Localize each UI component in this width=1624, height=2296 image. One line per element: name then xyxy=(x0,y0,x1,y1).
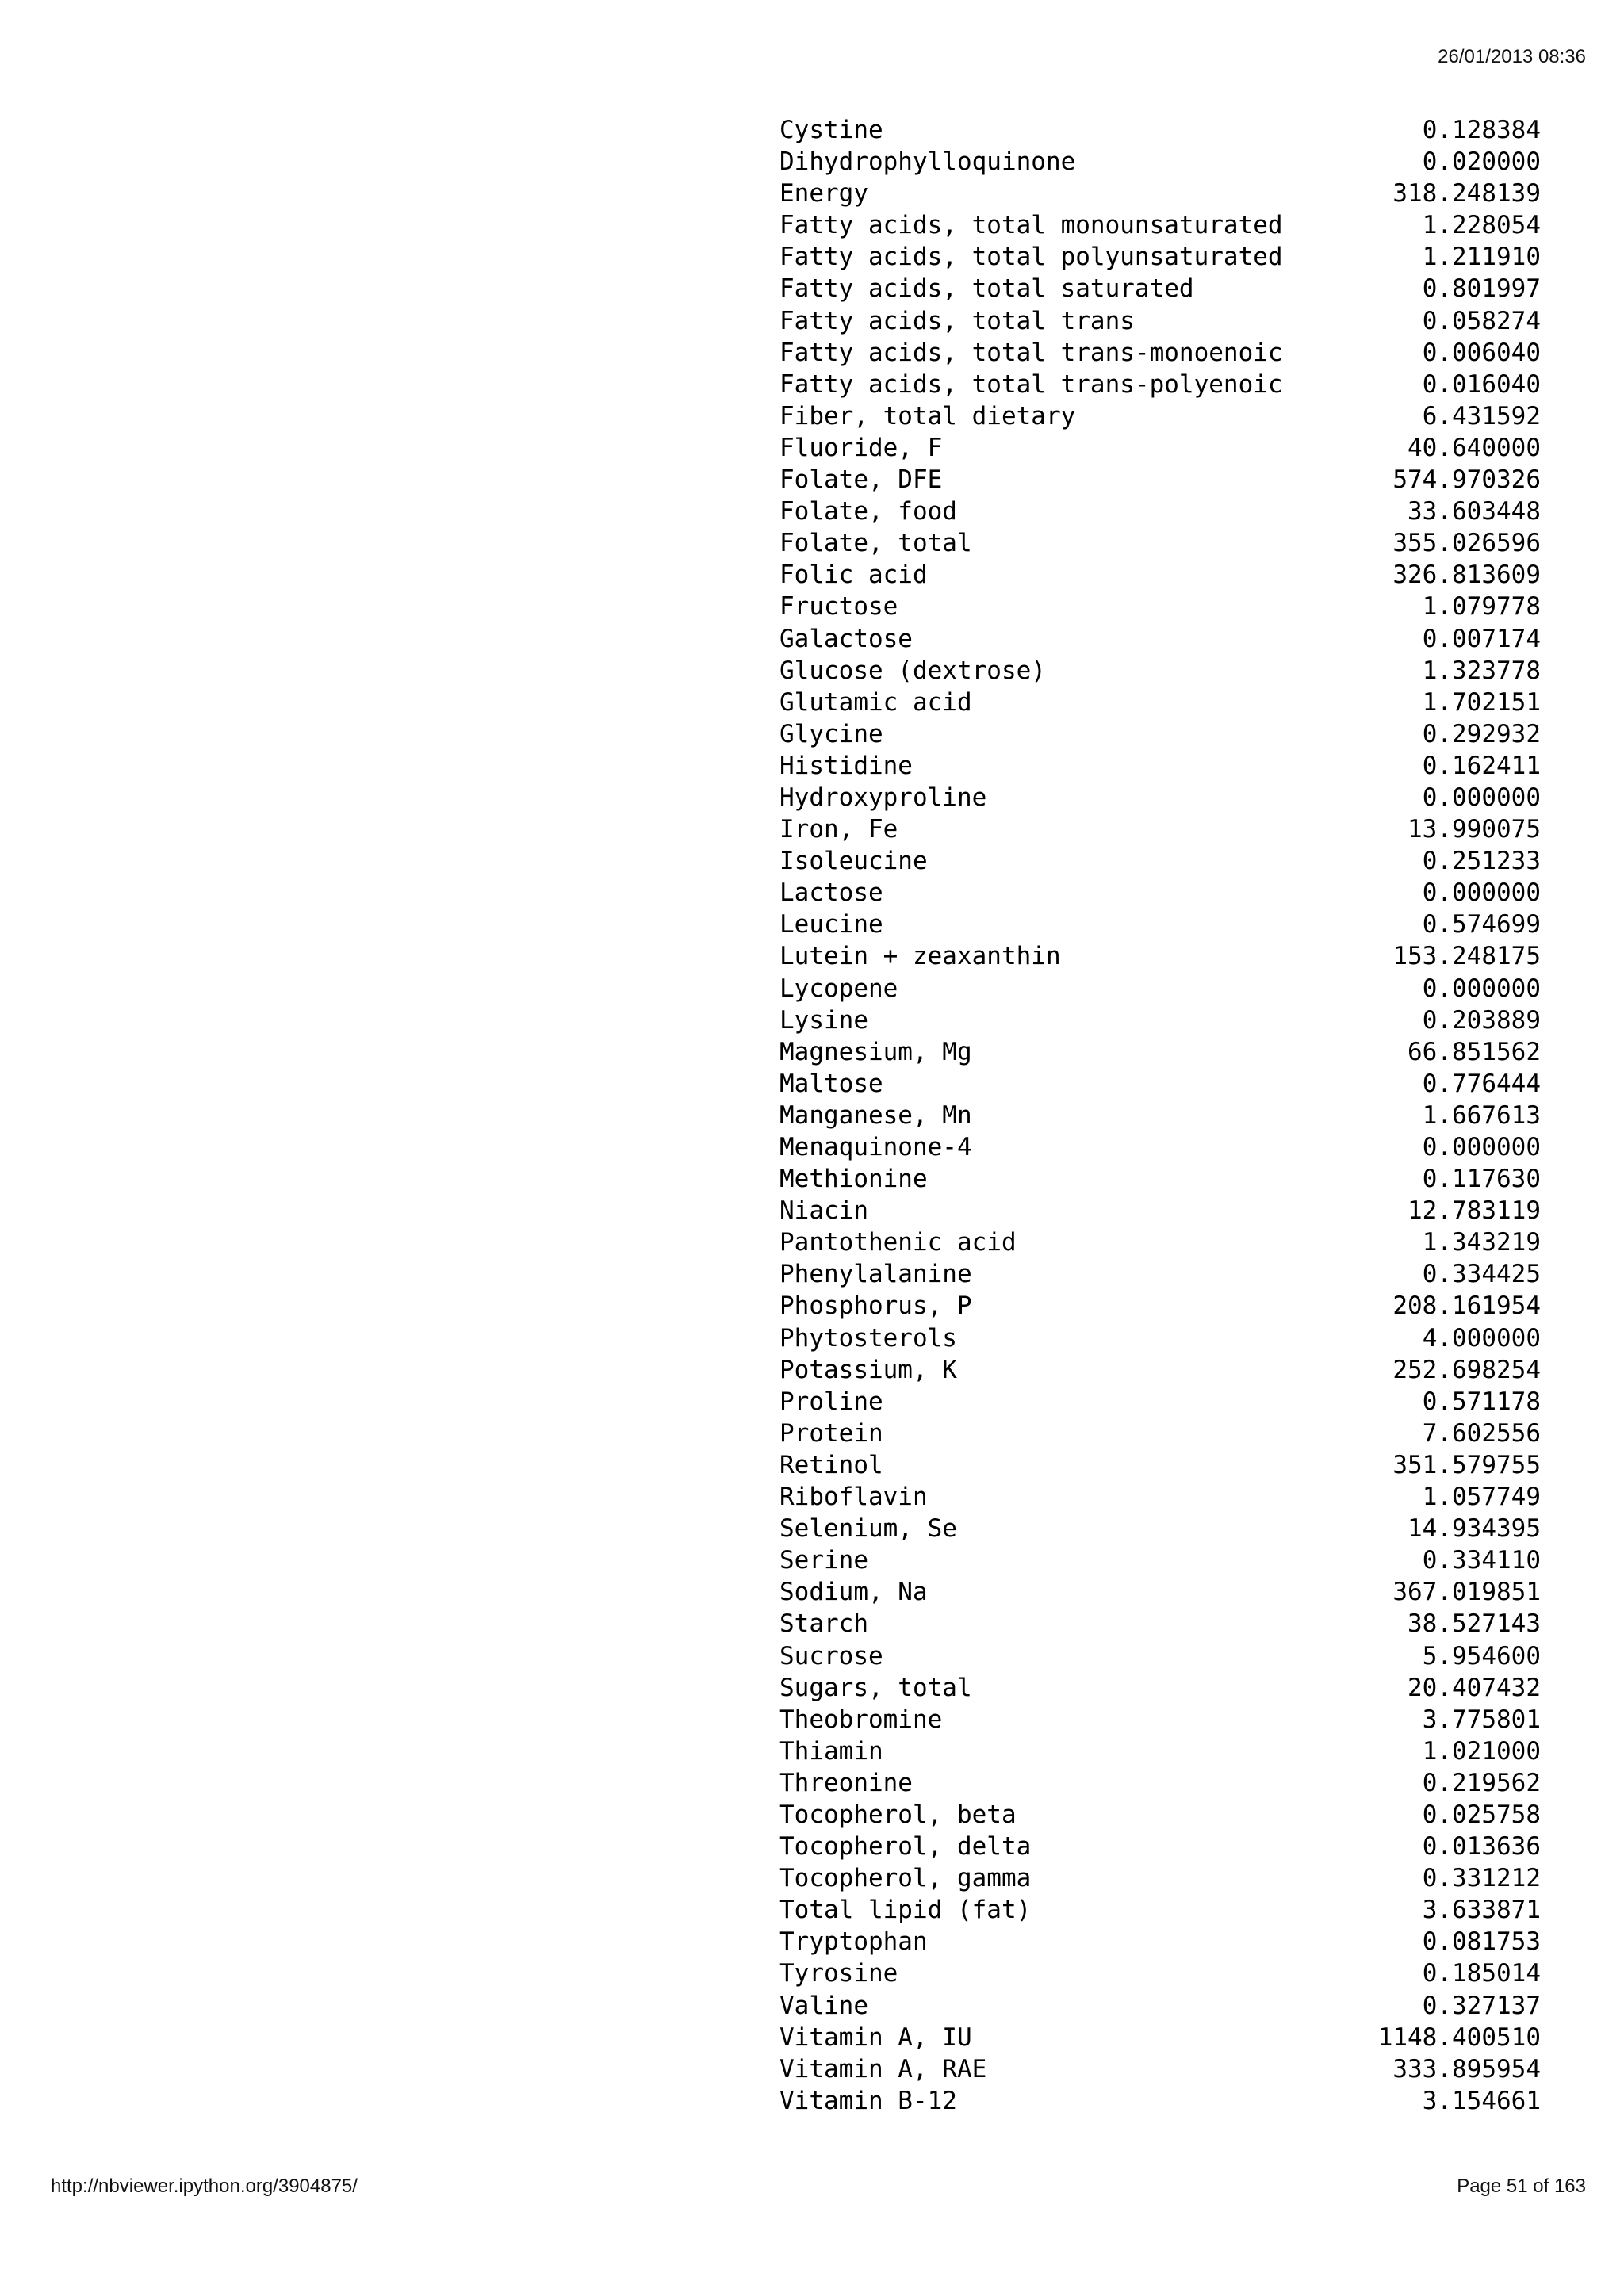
nutrient-value: 0.776444 xyxy=(1422,1069,1541,1098)
nutrient-name: Vitamin A, RAE xyxy=(779,2054,987,2084)
nutrient-value: 0.000000 xyxy=(1422,783,1541,812)
nutrient-name: Lactose xyxy=(779,878,883,908)
nutrient-name: Folate, DFE xyxy=(779,465,943,495)
table-row xyxy=(779,1195,1541,1226)
nutrient-name: Magnesium, Mg xyxy=(779,1037,972,1066)
table-row xyxy=(779,1100,1541,1131)
table-row xyxy=(779,209,1541,241)
table-row xyxy=(779,940,1541,972)
nutrient-value: 1.702151 xyxy=(1422,687,1541,717)
nutrient-name: Tocopherol, gamma xyxy=(779,1864,1032,1893)
nutrient-table xyxy=(779,114,1541,2117)
table-row xyxy=(779,1735,1541,1767)
nutrient-value: 7.602556 xyxy=(1422,1418,1541,1448)
table-row xyxy=(779,2053,1541,2085)
nutrient-name: Pantothenic acid xyxy=(779,1228,1017,1257)
nutrient-name: Riboflavin xyxy=(779,1483,928,1512)
nutrient-name: Menaquinone-4 xyxy=(779,1133,972,1161)
table-row xyxy=(779,337,1541,369)
nutrient-name: Fiber, total dietary xyxy=(779,401,1076,430)
table-row xyxy=(779,718,1541,750)
nutrient-value: 0.000000 xyxy=(1422,1133,1541,1161)
table-row xyxy=(779,1036,1541,1068)
nutrient-name: Starch xyxy=(779,1609,868,1639)
table-row xyxy=(779,1386,1541,1418)
nutrient-value: 0.251233 xyxy=(1422,847,1541,876)
table-row xyxy=(779,1672,1541,1704)
nutrient-value: 367.019851 xyxy=(1392,1578,1541,1607)
table-row xyxy=(779,1704,1541,1735)
table-row xyxy=(779,2022,1541,2053)
nutrient-value: 0.292932 xyxy=(1422,719,1541,748)
table-row xyxy=(779,655,1541,687)
nutrient-value: 0.006040 xyxy=(1422,338,1541,367)
nutrient-name: Glutamic acid xyxy=(779,687,972,717)
nutrient-name: Fatty acids, total polyunsaturated xyxy=(779,243,1283,272)
nutrient-name: Glycine xyxy=(779,719,883,748)
nutrient-name: Lutein + zeaxanthin xyxy=(779,942,1061,971)
nutrient-value: 0.117630 xyxy=(1422,1165,1541,1194)
table-row xyxy=(779,623,1541,655)
table-row xyxy=(779,1544,1541,1576)
source-url-link[interactable]: http://nbviewer.ipython.org/3904875/ xyxy=(51,2175,358,2197)
nutrient-name: Fructose xyxy=(779,592,898,622)
table-row xyxy=(779,1131,1541,1163)
table-row xyxy=(779,973,1541,1004)
table-row xyxy=(779,369,1541,400)
nutrient-name: Tryptophan xyxy=(779,1927,928,1957)
table-row xyxy=(779,1608,1541,1640)
table-row xyxy=(779,1322,1541,1354)
nutrient-value: 0.334110 xyxy=(1422,1546,1541,1575)
nutrient-value: 0.334425 xyxy=(1422,1260,1541,1289)
nutrient-value: 14.934395 xyxy=(1408,1514,1541,1544)
nutrient-value: 0.574699 xyxy=(1422,910,1541,939)
nutrient-name: Sucrose xyxy=(779,1641,883,1670)
nutrient-name: Vitamin B-12 xyxy=(779,2086,957,2115)
nutrient-value: 3.154661 xyxy=(1422,2086,1541,2115)
table-row xyxy=(779,527,1541,559)
nutrient-table-body xyxy=(779,114,1541,2117)
nutrient-value: 0.013636 xyxy=(1422,1832,1541,1862)
nutrient-value: 0.162411 xyxy=(1422,751,1541,780)
nutrient-value: 351.579755 xyxy=(1392,1450,1541,1479)
nutrient-name: Sodium, Na xyxy=(779,1578,928,1607)
nutrient-value: 20.407432 xyxy=(1408,1673,1541,1702)
table-row xyxy=(779,1418,1541,1449)
table-row xyxy=(779,1068,1541,1100)
table-row xyxy=(779,1226,1541,1258)
nutrient-name: Tyrosine xyxy=(779,1959,898,1988)
nutrient-name: Vitamin A, IU xyxy=(779,2022,972,2052)
table-row xyxy=(779,273,1541,304)
nutrient-name: Fatty acids, total trans xyxy=(779,306,1135,335)
nutrient-name: Serine xyxy=(779,1546,868,1575)
nutrient-value: 574.970326 xyxy=(1392,465,1541,495)
nutrient-value: 0.000000 xyxy=(1422,974,1541,1003)
table-row xyxy=(779,1862,1541,1894)
nutrient-value: 1.079778 xyxy=(1422,592,1541,622)
nutrient-value: 252.698254 xyxy=(1392,1355,1541,1384)
nutrient-name: Phenylalanine xyxy=(779,1260,972,1289)
nutrient-name: Phosphorus, P xyxy=(779,1292,972,1321)
table-row xyxy=(779,146,1541,178)
nutrient-name: Methionine xyxy=(779,1165,928,1194)
table-row xyxy=(779,241,1541,273)
nutrient-name: Energy xyxy=(779,179,868,209)
table-row xyxy=(779,559,1541,591)
nutrient-name: Selenium, Se xyxy=(779,1514,957,1544)
nutrient-value: 0.571178 xyxy=(1422,1387,1541,1416)
nutrient-name: Protein xyxy=(779,1418,883,1448)
nutrient-name: Maltose xyxy=(779,1069,883,1098)
nutrient-value: 0.331212 xyxy=(1422,1864,1541,1893)
print-timestamp: 26/01/2013 08:36 xyxy=(1438,46,1586,67)
table-row xyxy=(779,1449,1541,1481)
nutrient-name: Cystine xyxy=(779,116,883,144)
nutrient-value: 326.813609 xyxy=(1392,561,1541,590)
table-row xyxy=(779,464,1541,496)
table-row xyxy=(779,1576,1541,1608)
nutrient-name: Dihydrophylloquinone xyxy=(779,147,1076,177)
nutrient-value: 0.219562 xyxy=(1422,1768,1541,1797)
table-row xyxy=(779,750,1541,782)
nutrient-name: Potassium, K xyxy=(779,1355,957,1384)
nutrient-value: 5.954600 xyxy=(1422,1641,1541,1670)
table-row xyxy=(779,1354,1541,1386)
table-row xyxy=(779,1767,1541,1799)
nutrient-name: Histidine xyxy=(779,751,913,780)
nutrient-value: 0.128384 xyxy=(1422,116,1541,144)
table-row xyxy=(779,432,1541,464)
table-row xyxy=(779,1481,1541,1513)
nutrient-name: Lycopene xyxy=(779,974,898,1003)
nutrient-name: Total lipid (fat) xyxy=(779,1896,1032,1925)
nutrient-value: 1.667613 xyxy=(1422,1100,1541,1130)
table-row xyxy=(779,1894,1541,1926)
table-row xyxy=(779,877,1541,909)
nutrient-value: 355.026596 xyxy=(1392,529,1541,558)
nutrient-value: 1.021000 xyxy=(1422,1736,1541,1766)
nutrient-value: 0.185014 xyxy=(1422,1959,1541,1988)
nutrient-name: Fatty acids, total monounsaturated xyxy=(779,211,1283,240)
nutrient-name: Fatty acids, total trans-polyenoic xyxy=(779,369,1283,399)
nutrient-value: 0.081753 xyxy=(1422,1927,1541,1957)
nutrient-value: 0.000000 xyxy=(1422,878,1541,908)
table-row xyxy=(779,1957,1541,1989)
table-row xyxy=(779,2085,1541,2117)
nutrient-name: Folic acid xyxy=(779,561,928,590)
nutrient-name: Iron, Fe xyxy=(779,815,898,844)
nutrient-value: 1.323778 xyxy=(1422,656,1541,685)
nutrient-name: Fatty acids, total saturated xyxy=(779,274,1194,304)
nutrient-name: Folate, total xyxy=(779,529,972,558)
nutrient-name: Fatty acids, total trans-monoenoic xyxy=(779,338,1283,367)
nutrient-name: Thiamin xyxy=(779,1736,883,1766)
table-row xyxy=(779,687,1541,718)
table-row xyxy=(779,1163,1541,1195)
nutrient-value: 1.211910 xyxy=(1422,243,1541,272)
nutrient-value: 33.603448 xyxy=(1408,497,1541,526)
nutrient-name: Fluoride, F xyxy=(779,433,943,462)
table-row xyxy=(779,1831,1541,1862)
nutrient-value: 4.000000 xyxy=(1422,1323,1541,1353)
nutrient-value: 0.007174 xyxy=(1422,624,1541,653)
table-row xyxy=(779,782,1541,813)
nutrient-value: 208.161954 xyxy=(1392,1292,1541,1321)
nutrient-name: Tocopherol, delta xyxy=(779,1832,1032,1862)
nutrient-value: 0.203889 xyxy=(1422,1005,1541,1035)
table-row xyxy=(779,1513,1541,1544)
nutrient-value: 3.633871 xyxy=(1422,1896,1541,1925)
nutrient-value: 13.990075 xyxy=(1408,815,1541,844)
nutrient-name: Tocopherol, beta xyxy=(779,1800,1017,1829)
nutrient-value: 40.640000 xyxy=(1408,433,1541,462)
nutrient-value: 0.327137 xyxy=(1422,1991,1541,2020)
nutrient-name: Phytosterols xyxy=(779,1323,957,1353)
nutrient-name: Proline xyxy=(779,1387,883,1416)
nutrient-value: 0.020000 xyxy=(1422,147,1541,177)
nutrient-name: Hydroxyproline xyxy=(779,783,987,812)
nutrient-value: 12.783119 xyxy=(1408,1196,1541,1226)
table-row xyxy=(779,305,1541,337)
nutrient-value: 318.248139 xyxy=(1392,179,1541,209)
nutrient-name: Sugars, total xyxy=(779,1673,972,1702)
nutrient-name: Valine xyxy=(779,1991,868,2020)
table-row xyxy=(779,813,1541,845)
nutrient-value: 3.775801 xyxy=(1422,1705,1541,1734)
nutrient-value: 66.851562 xyxy=(1408,1037,1541,1066)
nutrient-value: 6.431592 xyxy=(1422,401,1541,430)
nutrient-value: 0.016040 xyxy=(1422,369,1541,399)
table-row xyxy=(779,496,1541,527)
nutrient-value: 1.228054 xyxy=(1422,211,1541,240)
table-row xyxy=(779,909,1541,940)
table-row xyxy=(779,1926,1541,1957)
nutrient-value: 0.058274 xyxy=(1422,306,1541,335)
nutrient-value: 0.025758 xyxy=(1422,1800,1541,1829)
nutrient-value: 0.801997 xyxy=(1422,274,1541,304)
table-row xyxy=(779,1990,1541,2022)
table-row xyxy=(779,845,1541,877)
table-row xyxy=(779,400,1541,432)
nutrient-name: Folate, food xyxy=(779,497,957,526)
nutrient-name: Niacin xyxy=(779,1196,868,1226)
table-row xyxy=(779,1640,1541,1672)
table-row xyxy=(779,178,1541,209)
table-row xyxy=(779,1004,1541,1036)
nutrient-value: 1148.400510 xyxy=(1377,2022,1541,2052)
nutrient-value: 38.527143 xyxy=(1408,1609,1541,1639)
page-number: Page 51 of 163 xyxy=(1457,2175,1586,2197)
table-row xyxy=(779,1290,1541,1322)
nutrient-value: 1.343219 xyxy=(1422,1228,1541,1257)
nutrient-value: 1.057749 xyxy=(1422,1483,1541,1512)
table-row xyxy=(779,1258,1541,1290)
table-row xyxy=(779,114,1541,146)
nutrient-name: Leucine xyxy=(779,910,883,939)
nutrient-name: Threonine xyxy=(779,1768,913,1797)
nutrient-name: Lysine xyxy=(779,1005,868,1035)
nutrient-value: 153.248175 xyxy=(1392,942,1541,971)
table-row xyxy=(779,1799,1541,1831)
nutrient-name: Theobromine xyxy=(779,1705,943,1734)
nutrient-name: Galactose xyxy=(779,624,913,653)
nutrient-name: Manganese, Mn xyxy=(779,1100,972,1130)
nutrient-name: Retinol xyxy=(779,1450,883,1479)
nutrient-name: Glucose (dextrose) xyxy=(779,656,1046,685)
nutrient-name: Isoleucine xyxy=(779,847,928,876)
table-row xyxy=(779,591,1541,622)
nutrient-value: 333.895954 xyxy=(1392,2054,1541,2084)
